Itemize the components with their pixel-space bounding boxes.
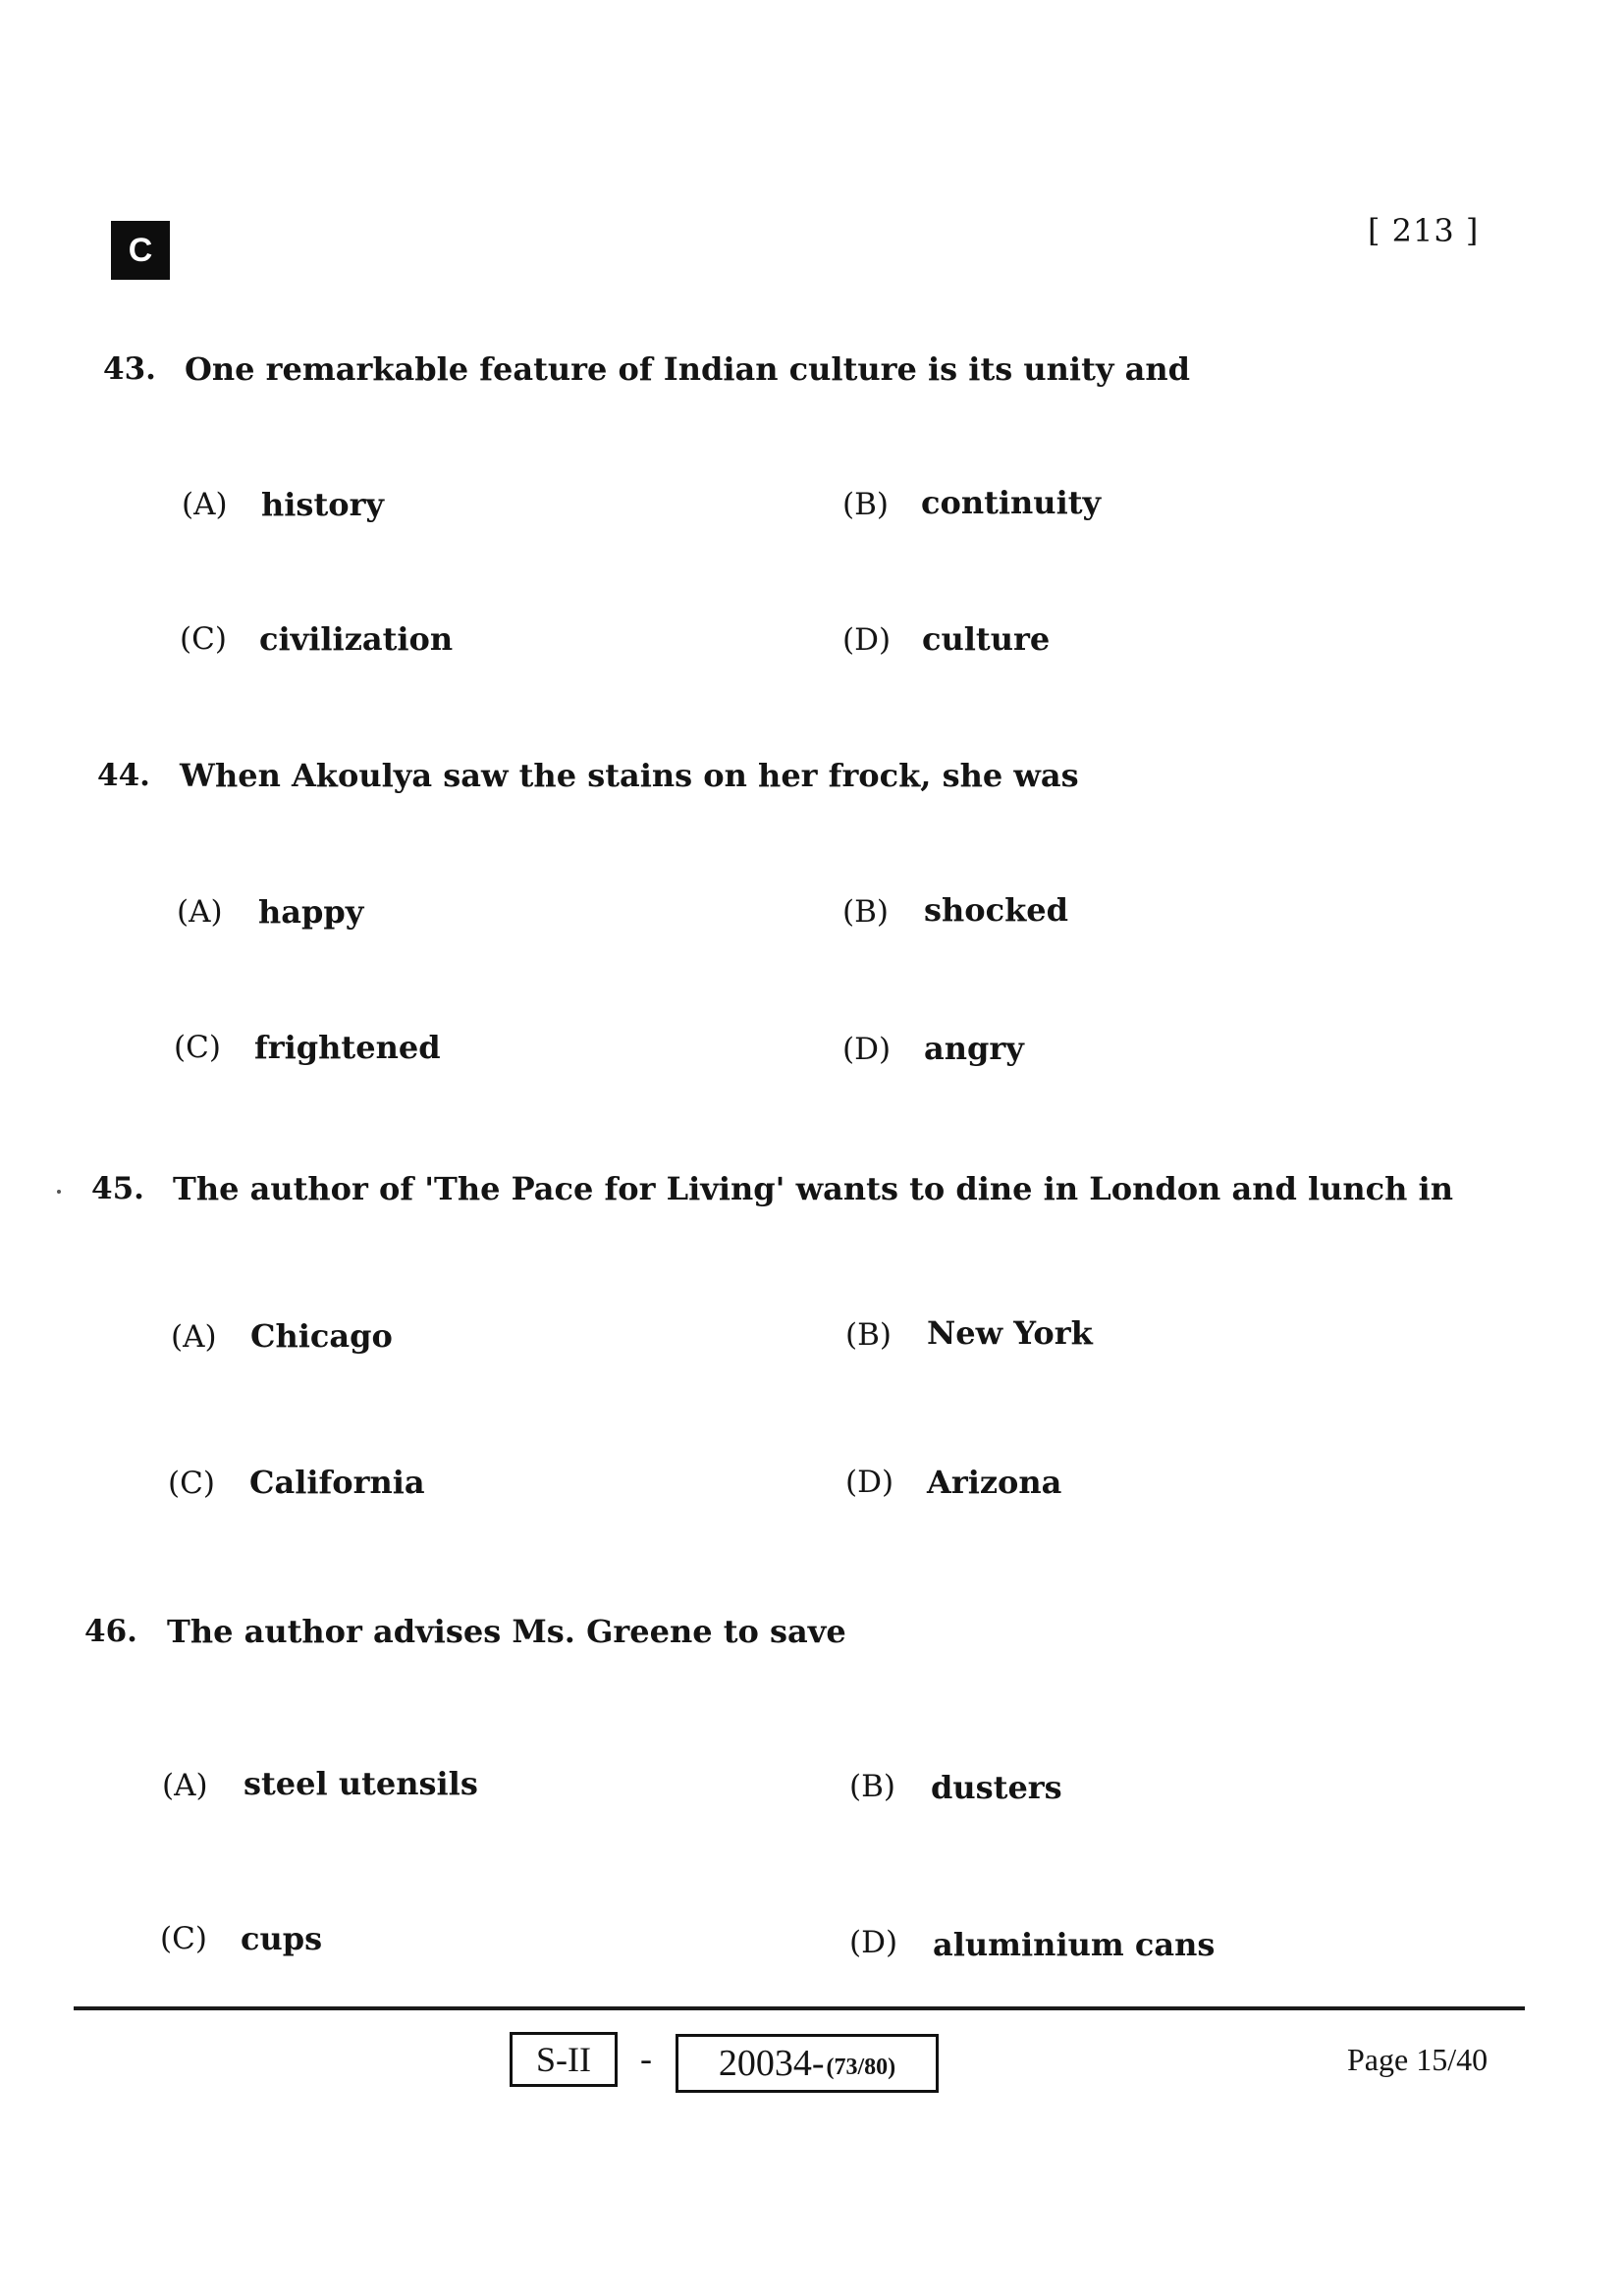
question-text: The author of 'The Pace for Living' wants to dine in London and lunch in <box>173 1170 1453 1207</box>
paper-code-box <box>676 2034 939 2093</box>
option-label: (B) <box>849 1769 895 1804</box>
option-text: culture <box>922 620 1051 658</box>
footer-separator: - <box>640 2039 652 2078</box>
question-number: 46. <box>84 1614 137 1649</box>
option-label: (A) <box>162 1768 208 1803</box>
option-text: Arizona <box>927 1464 1062 1501</box>
option-label: (A) <box>177 894 223 930</box>
option-text: happy <box>258 893 364 931</box>
option-label: (D) <box>842 622 892 658</box>
option-label: (D) <box>849 1925 898 1960</box>
page-number: Page 15/40 <box>1347 2042 1489 2077</box>
question-text: One remarkable feature of Indian culture is its unity and <box>185 350 1190 388</box>
paper-code-sub: (73/80) <box>826 2054 896 2080</box>
option-label: (C) <box>160 1921 207 1956</box>
option-label: (C) <box>168 1466 215 1501</box>
option-text: California <box>249 1464 425 1501</box>
option-label: (C) <box>180 621 227 657</box>
option-text: shocked <box>924 891 1069 929</box>
option-text: cups <box>241 1920 323 1957</box>
option-text: civilization <box>259 620 454 658</box>
option-label: (A) <box>171 1319 217 1355</box>
option-text: angry <box>924 1030 1024 1067</box>
option-text: continuity <box>921 484 1102 521</box>
question-number: 44. <box>97 758 150 793</box>
option-text: aluminium cans <box>933 1926 1216 1963</box>
option-text: history <box>261 486 385 523</box>
paper-code: 20034- <box>718 2043 825 2084</box>
set-code-badge: C <box>111 221 170 280</box>
option-text: New York <box>927 1314 1093 1352</box>
option-label: (A) <box>182 487 228 522</box>
question-text: When Akoulya saw the stains on her frock, she was <box>180 757 1079 794</box>
option-label: (D) <box>842 1032 892 1067</box>
option-text: dusters <box>931 1769 1062 1806</box>
footer-rule <box>74 2006 1525 2010</box>
question-43 <box>103 351 156 387</box>
option-text: Chicago <box>250 1317 393 1355</box>
question-text: The author advises Ms. Greene to save <box>167 1613 846 1650</box>
question-number: 45. <box>91 1171 144 1206</box>
page-reference: [ 213 ] <box>1368 212 1480 249</box>
option-label: (B) <box>842 894 889 930</box>
question-number: 43. <box>103 351 156 387</box>
option-text: steel utensils <box>244 1765 478 1802</box>
scan-speck <box>57 1190 61 1194</box>
option-text: frightened <box>254 1029 441 1066</box>
option-label: (B) <box>842 487 889 522</box>
option-label: (C) <box>174 1030 221 1065</box>
option-label: (D) <box>845 1465 894 1500</box>
option-label: (B) <box>845 1317 892 1353</box>
series-code-box: S-II <box>510 2032 618 2087</box>
